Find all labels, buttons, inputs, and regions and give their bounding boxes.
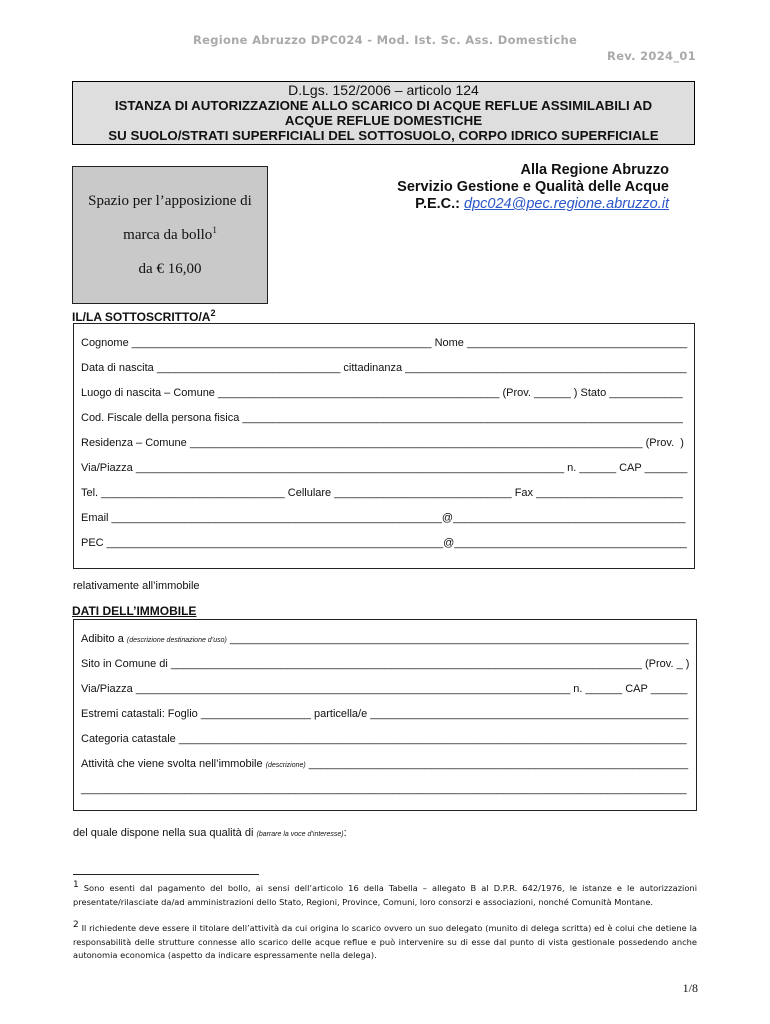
field-residenza[interactable]: Residenza – Comune __________________________________________________________________________ (Prov. ) bbox=[81, 437, 684, 449]
field-attivita[interactable]: Attività che viene svolta nell’immobile (descrizione) ______________________________________________________________ bbox=[81, 758, 689, 770]
footnote-ref: 1 bbox=[212, 225, 217, 235]
dispone-text: del quale dispone nella sua qualità di (barrare la voce d’interesse): bbox=[73, 827, 347, 839]
document-header: Regione Abruzzo DPC024 - Mod. Ist. Sc. Ass. Domestiche bbox=[192, 33, 578, 47]
recipient-name: Alla Regione Abruzzo bbox=[520, 162, 669, 178]
field-via[interactable]: Via/Piazza ______________________________________________________________________ n. ______ CAP _______ bbox=[81, 462, 688, 474]
field-via-immobile[interactable]: Via/Piazza _______________________________________________________________________ n. ______ CAP ______ bbox=[81, 683, 688, 695]
revenue-stamp-box bbox=[72, 166, 268, 304]
title-line: SU SUOLO/STRATI SUPERFICIALI DEL SOTTOSUOLO, CORPO IDRICO SUPERFICIALE bbox=[108, 128, 659, 143]
footnote-number: 2 bbox=[73, 920, 79, 931]
field-codice-fiscale[interactable]: Cod. Fiscale della persona fisica ________________________________________________________________________ bbox=[81, 412, 683, 424]
stamp-text: Spazio per l’apposizione di bbox=[88, 193, 252, 209]
field-nascita-cittadinanza[interactable]: Data di nascita ______________________________ cittadinanza ______________________________________________ bbox=[81, 362, 687, 374]
relativamente-text: relativamente all’immobile bbox=[73, 580, 200, 592]
footnote-number: 1 bbox=[73, 880, 79, 891]
footnote-divider bbox=[73, 874, 259, 875]
field-estremi-catastali[interactable]: Estremi catastali: Foglio __________________ particella/e ____________________________________________________ bbox=[81, 708, 689, 720]
field-attivita-continuation[interactable]: ___________________________________________________________________________________________________ bbox=[81, 783, 687, 795]
recipient-office: Servizio Gestione e Qualità delle Acque bbox=[397, 179, 669, 195]
field-adibito[interactable]: Adibito a (descrizione destinazione d’uso) ___________________________________________________________________________ bbox=[81, 633, 689, 645]
law-reference: D.Lgs. 152/2006 – articolo 124 bbox=[288, 82, 479, 98]
applicant-section-title: IL/LA SOTTOSCRITTO/$A^2$ bbox=[72, 308, 216, 324]
pec-email-link[interactable]: dpc024@pec.regione.abruzzo.it bbox=[464, 196, 669, 212]
field-luogo-nascita[interactable]: Luogo di nascita – Comune ______________________________________________ (Prov. ______ ) Stato ____________ bbox=[81, 387, 683, 399]
revision-label: Rev. 2024_01 bbox=[607, 49, 696, 63]
title-line: ISTANZA DI AUTORIZZAZIONE ALLO SCARICO DI ACQUE REFLUE ASSIMILABILI AD bbox=[114, 98, 653, 113]
stamp-text: marca da bollo$^1$ bbox=[123, 225, 217, 243]
footnote-2: $^2$ Il richiedente deve essere il titolare dell’attività da cui origina lo scarico ovvero un suo delegato (munito di delega scritta) ed è colui che detiene la responsabilità delle strutture connesse allo scarico delle acque reflue e può intervenire su di esse dal punto di vista gestionale possedendo anche autonomia economica (aspetto da indicare espressamente nella delega). bbox=[73, 920, 697, 960]
field-email[interactable]: Email ______________________________________________________@______________________________________ bbox=[81, 512, 686, 524]
title-line: ACQUE REFLUE DOMESTICHE bbox=[284, 113, 483, 128]
title-box bbox=[72, 81, 695, 145]
recipient-pec: P.E.C.: dpc024@pec.regione.abruzzo.it bbox=[415, 196, 669, 212]
property-section-title: DATI DELL’IMMOBILE bbox=[72, 604, 197, 618]
applicant-fields-box bbox=[73, 323, 695, 569]
field-cognome-nome[interactable]: Cognome _________________________________________________ Nome ____________________________________ bbox=[81, 337, 688, 349]
stamp-amount: da € 16,00 bbox=[138, 261, 202, 277]
field-sito-comune[interactable]: Sito in Comune di _____________________________________________________________________________ (Prov. _ ) bbox=[81, 658, 690, 670]
footnote-ref: 2 bbox=[210, 308, 216, 318]
footnote-1: $^1$ Sono esenti dal pagamento del bollo, ai sensi dell’articolo 16 della Tabella – allegato B al D.P.R. 642/1976, le istanze e le autorizzazioni presentate/rilasciate da/ad amministrazioni dello Stato, Regioni, Province, Comuni, loro consorzi e associazioni, nonché Comunità Montane. bbox=[73, 880, 697, 907]
field-categoria-catastale[interactable]: Categoria catastale ___________________________________________________________________________________ bbox=[81, 733, 687, 745]
page-number: 1/8 bbox=[682, 981, 698, 995]
property-fields-box bbox=[73, 619, 697, 811]
field-telefono[interactable]: Tel. ______________________________ Cellulare _____________________________ Fax ________________________ bbox=[81, 487, 683, 499]
field-pec[interactable]: PEC _______________________________________________________@______________________________________ bbox=[81, 537, 687, 549]
